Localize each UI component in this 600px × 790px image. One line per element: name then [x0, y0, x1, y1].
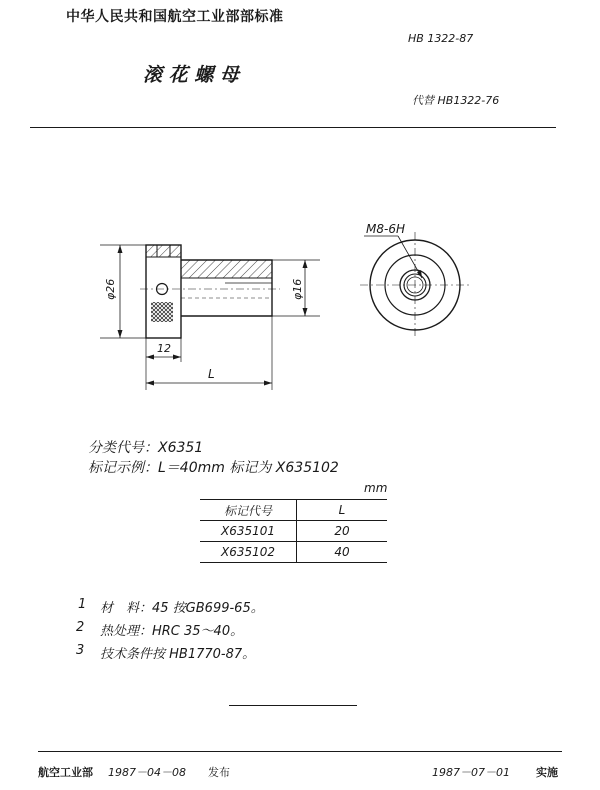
issued-label: 发布 — [208, 766, 230, 779]
standard-code: HB 1322-87 — [408, 32, 474, 45]
note-number: 1 — [78, 597, 87, 612]
marking-example: 标记示例：L＝40mm 标记为 X635102 — [88, 460, 339, 476]
replaces-code: 代替 HB1322-76 — [412, 94, 500, 107]
knurl-pattern — [151, 302, 173, 322]
dim-inner-diameter — [272, 260, 320, 316]
cell-length: 20 — [297, 521, 388, 542]
dim-length-label: L — [208, 367, 215, 381]
issuer: 航空工业部 — [38, 766, 93, 779]
side-view — [140, 245, 280, 338]
effective-date: 1987－07－01 — [432, 766, 510, 779]
note-number: 3 — [76, 643, 85, 658]
dim-outer-label: φ26 — [104, 278, 117, 300]
footer-rule — [38, 751, 562, 752]
document-title: 滚 花 螺 母 — [143, 64, 239, 86]
dim-inner-label: φ16 — [291, 278, 304, 300]
thread-label: M8-6H — [366, 222, 405, 236]
table-row — [200, 521, 387, 542]
dim-outer-diameter — [100, 245, 146, 338]
spec-table — [200, 499, 387, 563]
effective-label: 实施 — [536, 766, 558, 779]
note-text: 材 料：45 按GB699-65。 — [100, 601, 264, 616]
cell-length: 40 — [297, 542, 388, 563]
end-rule — [229, 705, 357, 706]
note-text: 热处理：HRC 35～40。 — [100, 624, 244, 639]
section-hatch — [181, 260, 272, 278]
note-text: 技术条件按 HB1770-87。 — [100, 647, 256, 662]
cell-code: X635101 — [200, 521, 297, 542]
classification-code: 分类代号：X6351 — [88, 440, 204, 456]
cell-code: X635102 — [200, 542, 297, 563]
table-header-row — [200, 500, 387, 521]
table-row — [200, 542, 387, 563]
table-unit: mm — [364, 481, 388, 495]
standard-org-title: 中华人民共和国航空工业部部标准 — [66, 9, 284, 25]
dim-head-label: 12 — [157, 342, 171, 355]
end-view — [360, 222, 470, 338]
header-marking-code: 标记代号 — [200, 500, 297, 521]
note-number: 2 — [76, 620, 85, 635]
issue-date: 1987－04－08 — [108, 766, 186, 779]
header-length: L — [297, 500, 388, 521]
